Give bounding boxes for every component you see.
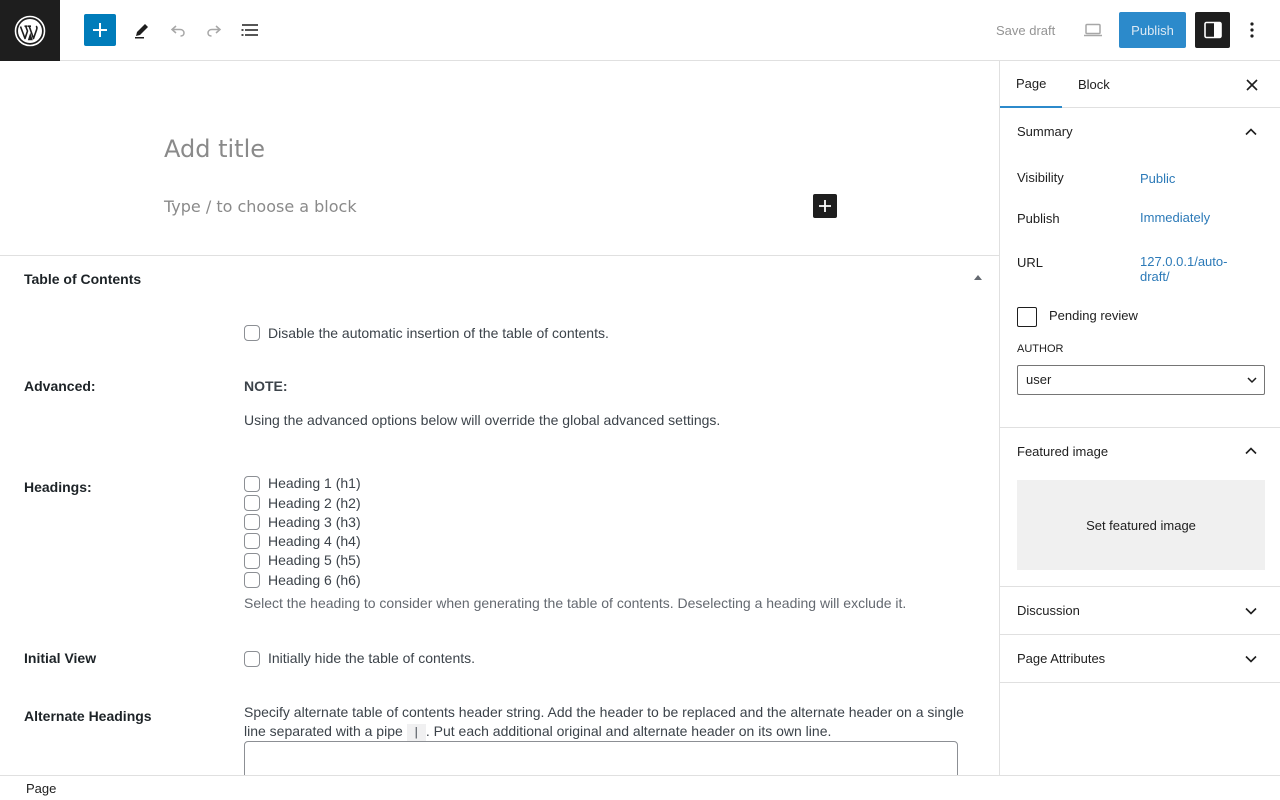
- breadcrumb[interactable]: Page: [26, 781, 57, 796]
- tab-block[interactable]: Block: [1078, 77, 1110, 92]
- heading-2-label: Heading 2 (h2): [268, 495, 361, 511]
- summary-panel-toggle[interactable]: [1000, 109, 1280, 157]
- list-view-icon: [240, 20, 260, 40]
- document-overview-button[interactable]: [234, 14, 266, 46]
- plus-icon: [818, 199, 832, 213]
- author-select[interactable]: [1017, 365, 1265, 395]
- discussion-title: Discussion: [1017, 603, 1080, 618]
- url-label: URL: [1017, 255, 1044, 270]
- set-featured-image-button[interactable]: Set featured image: [1017, 480, 1265, 570]
- author-selected-value: user: [1026, 372, 1052, 387]
- disable-toc-label: Disable the automatic insertion of the table of contents.: [268, 325, 609, 341]
- undo-icon: [168, 20, 188, 40]
- initial-view-label: Initial View: [24, 650, 97, 666]
- tab-page[interactable]: Page: [1000, 61, 1062, 108]
- author-label: AUTHOR: [1017, 343, 1064, 355]
- editor-toolbar: [0, 0, 1280, 61]
- chevron-down-icon: [1246, 374, 1258, 386]
- metabox-title: Table of Contents: [24, 271, 142, 287]
- page-attributes-panel-toggle[interactable]: [1000, 635, 1280, 683]
- publish-date-value[interactable]: Immediately: [1140, 210, 1211, 225]
- heading-3-checkbox[interactable]: [244, 514, 260, 530]
- heading-3-label: Heading 3 (h3): [268, 514, 361, 530]
- heading-5-checkbox[interactable]: [244, 553, 260, 569]
- redo-icon: [204, 20, 224, 40]
- chevron-up-icon: [1241, 441, 1261, 461]
- disable-toc-checkbox[interactable]: [244, 325, 260, 341]
- visibility-value[interactable]: Public: [1140, 171, 1176, 186]
- page-attributes-title: Page Attributes: [1017, 651, 1106, 666]
- pending-review-label: Pending review: [1049, 308, 1138, 323]
- headings-description: Select the heading to consider when generating the table of contents. Deselecting a heading will exclude it.: [244, 595, 907, 611]
- pencil-icon: [132, 20, 152, 40]
- alternate-headings-textarea[interactable]: [244, 741, 958, 775]
- initial-view-checkbox[interactable]: [244, 651, 260, 667]
- heading-1-checkbox[interactable]: [244, 476, 260, 492]
- close-sidebar-button[interactable]: [1240, 73, 1264, 97]
- settings-sidebar: [999, 61, 1280, 775]
- initial-view-text: Initially hide the table of contents.: [268, 650, 476, 666]
- featured-image-panel-toggle[interactable]: [1000, 428, 1280, 476]
- post-title-input[interactable]: Add title: [164, 135, 266, 163]
- chevron-down-icon: [1241, 601, 1261, 621]
- alternate-headings-label: Alternate Headings: [24, 708, 152, 724]
- featured-image-title: Featured image: [1017, 444, 1109, 459]
- more-options-button[interactable]: [1236, 14, 1268, 46]
- pending-review-checkbox[interactable]: [1017, 307, 1037, 327]
- chevron-down-icon: [1241, 649, 1261, 669]
- sidebar-tabs: [1000, 61, 1280, 108]
- alternate-headings-description: [244, 703, 974, 743]
- chevron-up-icon: [1241, 122, 1261, 142]
- toc-metabox: [0, 257, 999, 775]
- block-appender[interactable]: Type / to choose a block: [164, 197, 357, 216]
- collapse-arrow-icon[interactable]: [974, 275, 982, 280]
- advanced-label: Advanced:: [24, 378, 96, 394]
- visibility-label: Visibility: [1017, 170, 1064, 185]
- add-block-button[interactable]: [84, 14, 116, 46]
- heading-6-checkbox[interactable]: [244, 572, 260, 588]
- heading-6-label: Heading 6 (h6): [268, 572, 361, 588]
- pipe-code: |: [407, 724, 426, 742]
- more-options-icon: [1242, 20, 1262, 40]
- wordpress-logo-icon: [14, 15, 46, 47]
- wordpress-logo-button[interactable]: [0, 0, 60, 61]
- heading-1-label: Heading 1 (h1): [268, 475, 361, 491]
- note-text: Using the advanced options below will override the global advanced settings.: [244, 412, 721, 428]
- settings-toggle-button[interactable]: [1195, 12, 1230, 48]
- heading-5-label: Heading 5 (h5): [268, 552, 361, 568]
- editor-footer: [0, 775, 1280, 800]
- preview-button[interactable]: [1077, 14, 1109, 46]
- undo-button[interactable]: [162, 14, 194, 46]
- redo-button[interactable]: [198, 14, 230, 46]
- heading-4-checkbox[interactable]: [244, 533, 260, 549]
- plus-icon: [90, 20, 110, 40]
- heading-4-label: Heading 4 (h4): [268, 533, 361, 549]
- summary-title: Summary: [1017, 124, 1073, 139]
- inline-add-block-button[interactable]: [813, 194, 837, 218]
- alternate-desc-part-2: . Put each additional original and alternate header on its own line.: [425, 723, 832, 739]
- heading-2-checkbox[interactable]: [244, 495, 260, 511]
- sidebar-toggle-icon: [1203, 20, 1223, 40]
- discussion-panel-toggle[interactable]: [1000, 587, 1280, 635]
- preview-icon: [1083, 20, 1103, 40]
- close-icon: [1245, 78, 1259, 92]
- publish-button[interactable]: Publish: [1119, 12, 1186, 48]
- alternate-desc-part-1: Specify alternate table of contents header string. Add the header to be replaced and the alternate header on a single line separated with a pipe: [244, 704, 964, 739]
- note-label: NOTE:: [244, 378, 288, 394]
- headings-label: Headings:: [24, 479, 92, 495]
- url-value[interactable]: 127.0.0.1/auto-draft/: [1140, 254, 1228, 284]
- save-draft-button[interactable]: Save draft: [996, 22, 1056, 38]
- divider: [1000, 682, 1280, 683]
- tools-button[interactable]: [126, 14, 158, 46]
- editor-canvas: [0, 61, 999, 256]
- publish-label: Publish: [1017, 211, 1060, 226]
